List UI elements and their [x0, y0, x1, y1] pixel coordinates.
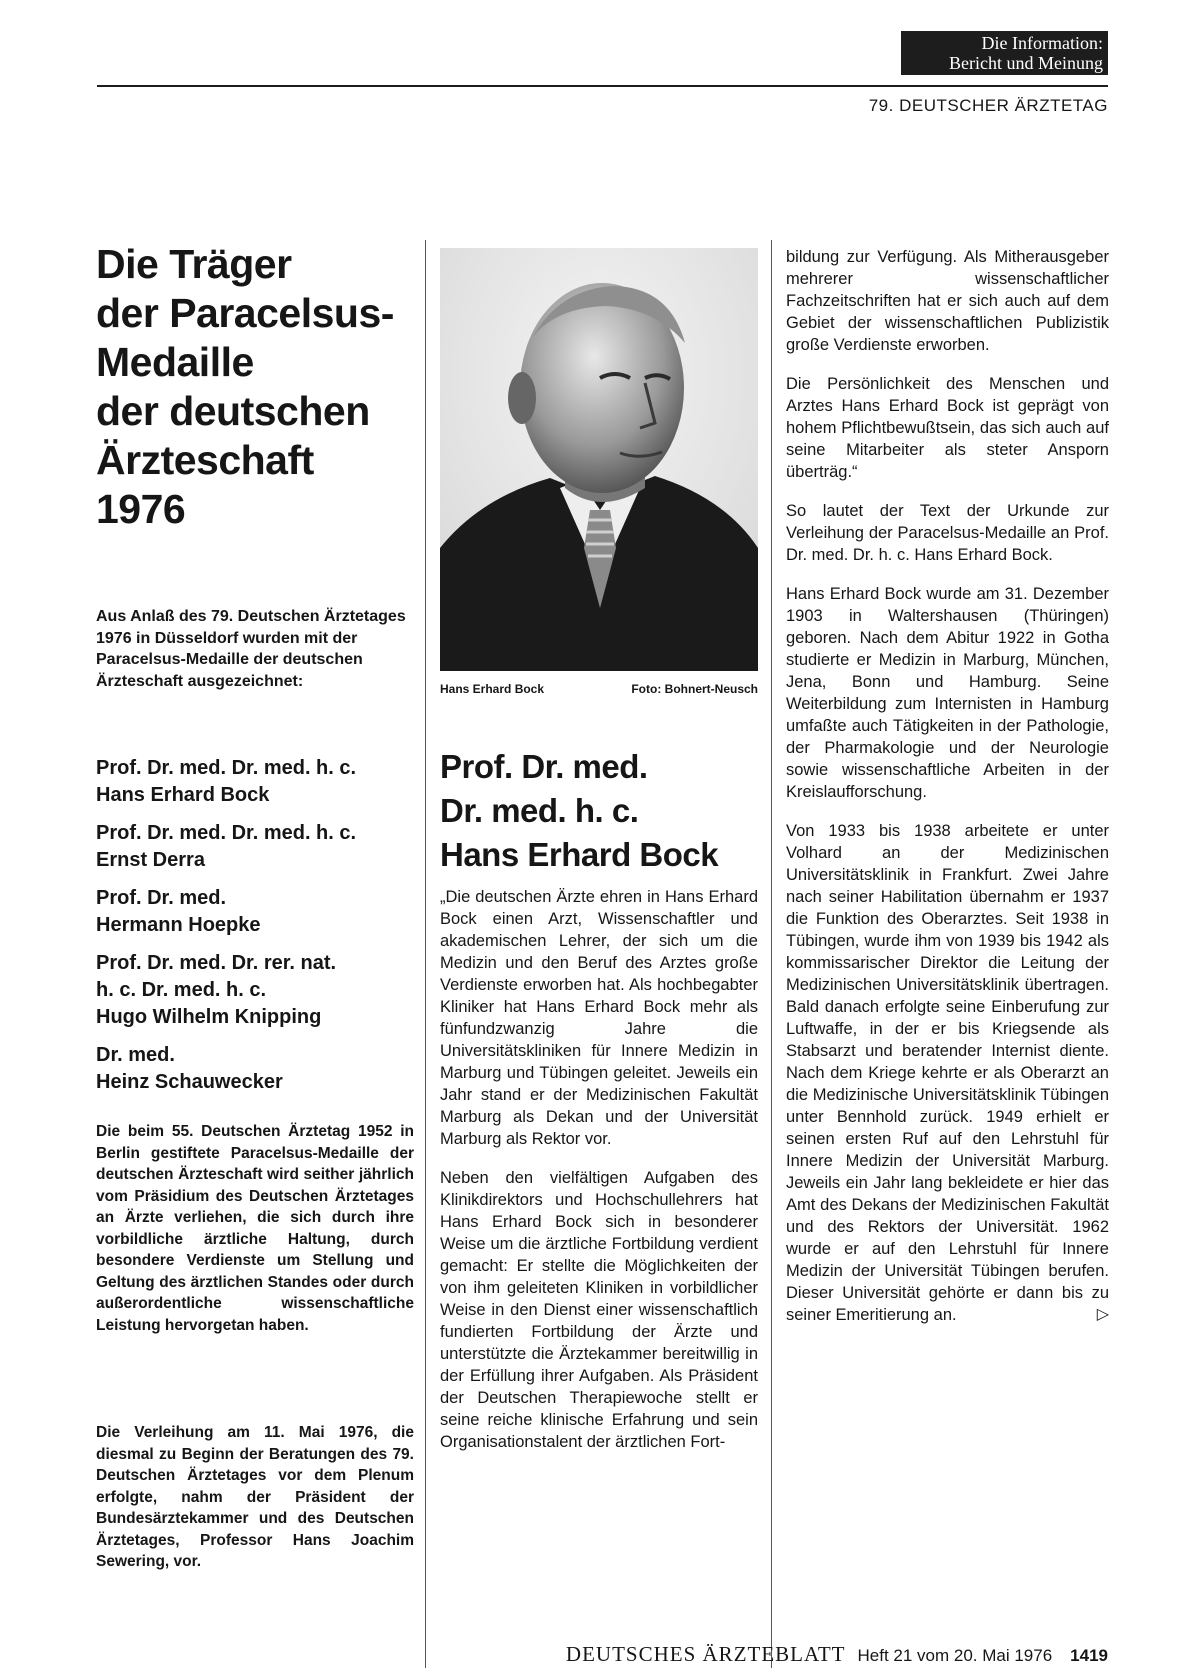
title-line: der Paracelsus- [96, 290, 394, 336]
body-column-right [786, 246, 1109, 1343]
body-paragraph: Die Persönlichkeit des Menschen und Arztes Hans Erhard Bock ist geprägt von hohem Pflichtbewußtsein, das sich auch auf seine Mitarbeiter als steter Ansporn überträg.“ [786, 375, 1109, 481]
issue-info: Heft 21 vom 20. Mai 1976 [857, 1646, 1053, 1665]
laureate-name: Hermann Hoepke [96, 914, 261, 936]
heading-line: Hans Erhard Bock [440, 836, 719, 873]
column-divider-2 [771, 240, 772, 1668]
badge-line-1: Die Information: [981, 33, 1103, 53]
continue-arrow-icon: ▷ [1096, 1306, 1109, 1323]
body-paragraph: Neben den vielfältigen Aufgaben des Klinikdirektors und Hochschullehrers hat Hans Erhard Bock sich in besonderer Weise um die ärztliche Fortbildung verdient gemacht: Er stellte die Möglichkeiten der von ihm geleiteten Kliniken in vorbildlicher Weise in den Dienst einer wissenschaftlich fundierten Fortbildung der Ärzte und unterstützte die Ärztekammer bereitwillig in der Erfüllung ihrer Aufgaben. Als Präsident der Deutschen Therapiewoche stellt er seine reiche klinische Erfahrung und sein Organisationstalent der ärztlichen Fort- [440, 1169, 758, 1451]
body-column-middle [440, 886, 758, 1470]
intro-text: Aus Anlaß des 79. Deutschen Ärztetages 1976 in Düsseldorf wurden mit der Paracelsus-Medaille der deutschen Ärzteschaft ausgezeichnet: [96, 608, 406, 690]
title-line: der deutschen [96, 388, 370, 434]
laureate-title: Prof. Dr. med. Dr. med. h. c. [96, 822, 357, 844]
laureate-name: Ernst Derra [96, 849, 205, 871]
laureate-item [96, 885, 416, 939]
laureate-item [96, 1042, 416, 1096]
laureate-title: Prof. Dr. med. Dr. rer. nat. [96, 952, 337, 974]
journal-name: DEUTSCHES ÄRZTEBLATT [565, 1642, 846, 1666]
portrait-photo [440, 248, 758, 671]
laureate-name: Heinz Schauwecker [96, 1071, 283, 1093]
body-paragraph: „Die deutschen Ärzte ehren in Hans Erhard Bock einen Arzt, Wissenschaftler und akademischen Lehrer, der sich um die Medizin und den Beruf des Arztes große Verdienste erworben hat. Als hochbegabter Kliniker hat Hans Erhard Bock mehr als fünfundzwanzig Jahre die Universitätskliniken für Innere Medizin in Marburg und Tübingen geleitet. Jeweils ein Jahr stand er der Medizinischen Fakultät Marburg als Dekan und der Universität Marburg als Rektor vor. [440, 888, 758, 1148]
title-line: 1976 [96, 486, 186, 532]
title-line: Ärzteschaft [96, 437, 314, 483]
ceremony-paragraph: Die Verleihung am 11. Mai 1976, die diesmal zu Beginn der Beratungen des 79. Deutschen Ärztetages vor dem Plenum erfolgte, nahm der Präsident der Bundesärztekammer und des Deutschen Ärztetages, Professor Hans Joachim Sewering, vor. [96, 1424, 414, 1570]
caption-name: Hans Erhard Bock [440, 682, 545, 696]
laureate-title: Dr. med. [96, 1044, 175, 1066]
laureate-item [96, 950, 416, 1031]
laureate-title: Prof. Dr. med. [96, 887, 227, 909]
laureate-title: Prof. Dr. med. Dr. med. h. c. [96, 757, 357, 779]
laureate-item [96, 820, 416, 874]
page-number: 1419 [1070, 1646, 1108, 1665]
article-title [96, 240, 416, 534]
column-divider-1 [425, 240, 426, 1668]
section-title: 79. DEUTSCHER ÄRZTETAG [868, 96, 1108, 115]
page-footer [566, 1642, 1108, 1667]
body-paragraph-text: Von 1933 bis 1938 arbeitete er unter Volhard an der Medizinischen Universitätsklinik in Frankfurt. Zwei Jahre nach seiner Habilitation übernahm er 1937 die Funktion des Oberarztes. Seit 1938 in Tübingen, wurde ihm von 1939 bis 1942 als kommissarischer Direktor die Leitung der Medizinischen Universitätsklinik übertragen. Bald danach erfolgte seine Einberufung zur Luftwaffe, in der er bis Kriegsende als Stabsarzt und beratender Internist diente. Nach dem Kriege kehrte er als Oberarzt an die Medizinische Universitätsklinik Tübingen unter Bennhold zurück. 1949 erhielt er seinen ersten Ruf auf den Lehrstuhl für Innere Medizin der Universität Marburg. Jeweils ein Jahr lang bekleidete er hier das Amt des Dekans der Medizinischen Fakultät und des Rektors der Universität. 1962 wurde er auf den Lehrstuhl für Innere Medizin der Universität Tübingen berufen. Dieser Universität gehörte er dann bis zu seiner Emeritierung an. [786, 822, 1109, 1324]
heading-line: Prof. Dr. med. [440, 748, 648, 785]
body-paragraph: Hans Erhard Bock wurde am 31. Dezember 1903 in Waltershausen (Thüringen) geboren. Nach dem Abitur 1922 in Gotha studierte er Medizin in Marburg, München, Jena, Bonn und Hamburg. Seine Weiterbildung zum Internisten in Hamburg umfaßte auch Tätigkeiten in der Pathologie, der Pharmakologie und der Neurologie sowie wissenschaftliche Arbeiten in der Kreislaufforschung. [786, 585, 1109, 801]
laureate-item [96, 755, 416, 809]
section-badge [901, 31, 1108, 75]
title-line: Die Träger [96, 241, 292, 287]
body-paragraph: bildung zur Verfügung. Als Mitherausgeber mehrerer wissenschaftlicher Fachzeitschriften hat er sich auch auf dem Gebiet der wissenschaftlichen Publizistik große Verdienste erworben. [786, 248, 1109, 354]
header-rule [97, 85, 1108, 87]
caption-credit: Foto: Bohnert-Neusch [631, 682, 758, 696]
laureate-name: Hans Erhard Bock [96, 784, 270, 806]
medal-history-paragraph: Die beim 55. Deutschen Ärztetag 1952 in Berlin gestiftete Paracelsus-Medaille der deutschen Ärzteschaft wird seither jährlich vom Präsidium des Deutschen Ärztetages an Ärzte verliehen, die sich durch ihre vorbildliche ärztliche Haltung, durch besondere Verdienste um Stellung und Geltung des ärztlichen Standes oder durch außerordentliche wissenschaftliche Leistung hervorgetan haben. [96, 1123, 414, 1334]
portrait-illustration [440, 248, 758, 671]
laureate-title: h. c. Dr. med. h. c. [96, 979, 267, 1001]
laureate-name: Hugo Wilhelm Knipping [96, 1006, 322, 1028]
laureate-list [96, 755, 416, 1107]
title-line: Medaille [96, 339, 254, 385]
photo-caption [440, 682, 758, 696]
body-paragraph [786, 820, 1109, 1326]
heading-line: Dr. med. h. c. [440, 792, 639, 829]
honoree-heading [440, 745, 770, 877]
badge-line-2: Bericht und Meinung [949, 53, 1103, 73]
body-paragraph: So lautet der Text der Urkunde zur Verleihung der Paracelsus-Medaille an Prof. Dr. med. Dr. h. c. Hans Erhard Bock. [786, 502, 1109, 564]
